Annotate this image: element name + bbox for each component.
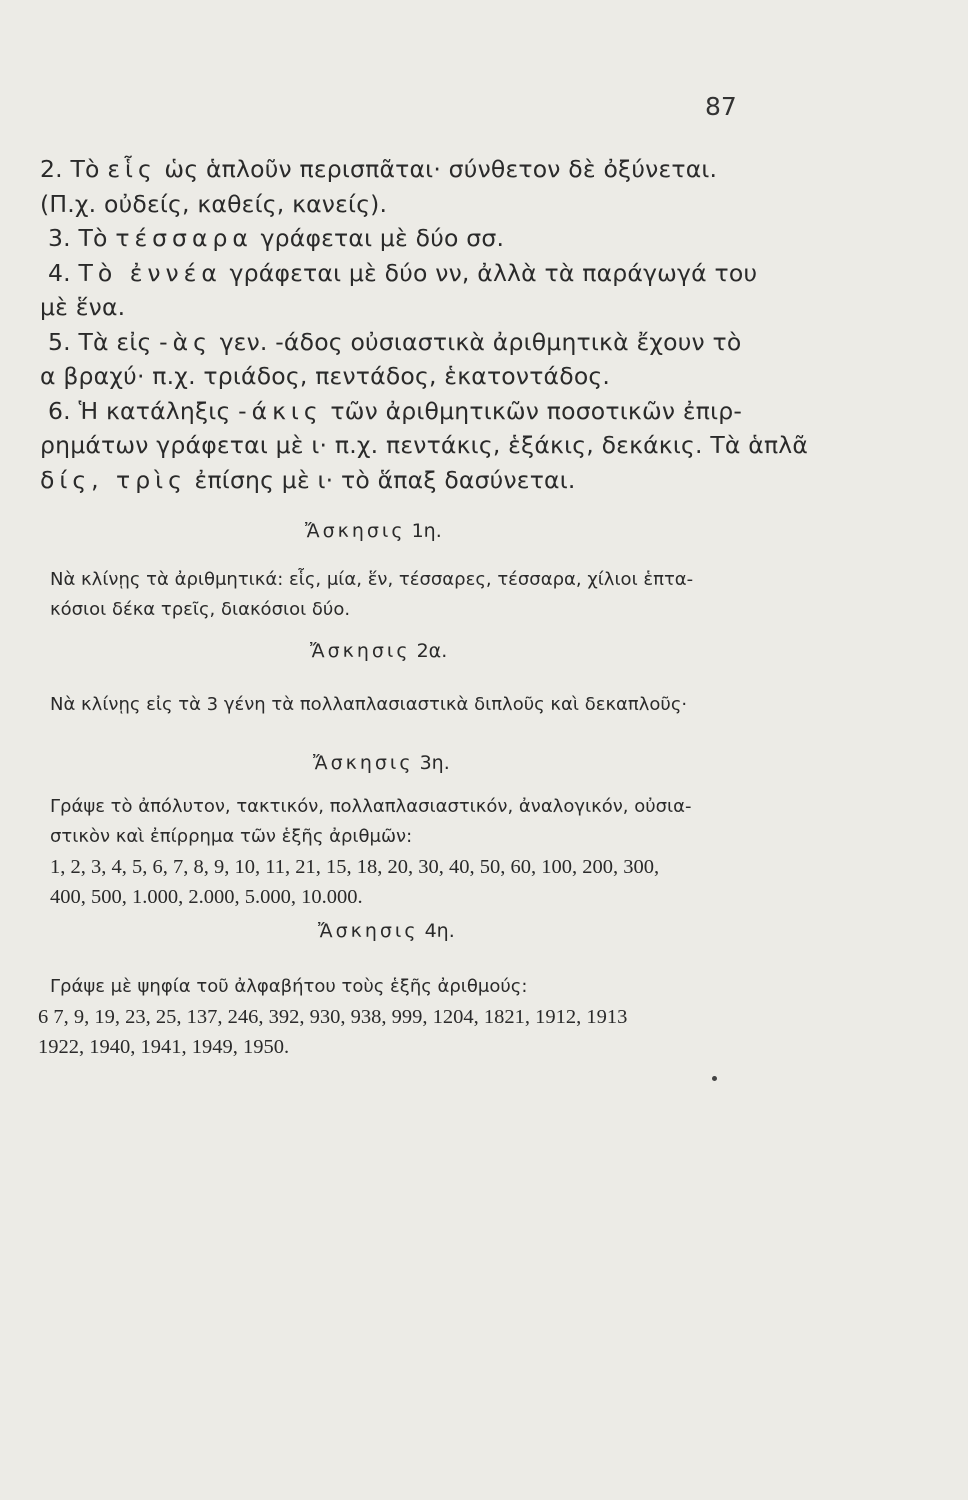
rule-line xyxy=(40,325,940,360)
rule-text: Τὸ xyxy=(78,224,116,252)
rule-number: 5. xyxy=(48,327,71,356)
rule-text: ἐπίσης μὲ ι· τὸ ἅπαξ δασύνεται. xyxy=(194,465,576,494)
rule-text: μὲ ἕνα. xyxy=(40,293,126,321)
rule-number: 3. xyxy=(48,224,71,252)
exercise-heading xyxy=(310,640,447,662)
exercise-ordinal: 3η. xyxy=(419,752,450,774)
rule-line xyxy=(40,221,940,256)
exercise-body xyxy=(50,565,930,625)
exercise-ordinal: 2α. xyxy=(416,640,448,662)
rule-text: ρημάτων γράφεται μὲ ι· π.χ. πεντάκις, ἑξάκις, δεκάκις. Τὰ ἁπλᾶ xyxy=(40,431,809,459)
exercise-body xyxy=(50,792,930,912)
rule-number: 6. xyxy=(48,396,71,425)
spaced-term: εἷς xyxy=(107,155,157,183)
exercise-body xyxy=(50,690,930,720)
spaced-term: Τὸ ἐννέα xyxy=(78,258,222,287)
exercise-heading xyxy=(318,920,455,942)
rule-line xyxy=(40,152,940,187)
rule-text: γράφεται μὲ δύο νν, ἀλλὰ τὰ παράγωγά του xyxy=(221,258,758,287)
number-list: 6 7, 9, 19, 23, 25, 137, 246, 392, 930, 938, 999, 1204, 1821, 1912, 1913 xyxy=(38,1006,628,1028)
rule-line xyxy=(40,256,940,291)
exercise-heading xyxy=(305,520,442,542)
page-number: 87 xyxy=(705,92,737,121)
rule-text: Τὰ εἰς xyxy=(78,327,160,356)
exercise-line: κόσιοι δέκα τρεῖς, διακόσιοι δύο. xyxy=(50,599,351,620)
rule-text: τῶν ἀριθμητικῶν ποσοτικῶν ἐπιρ- xyxy=(322,396,743,425)
rule-line xyxy=(40,359,940,394)
rule-line xyxy=(40,428,940,463)
exercise-line: Νὰ κλίνῃς εἰς τὰ 3 γένη τὰ πολλαπλασιαστικὰ διπλοῦς καὶ δεκαπλοῦς· xyxy=(50,694,688,715)
number-list: 400, 500, 1.000, 2.000, 5.000, 10.000. xyxy=(50,886,363,908)
rule-text: γράφεται μὲ δύο σσ. xyxy=(252,224,505,252)
exercise-heading-word: Ἄσκησις xyxy=(318,920,419,942)
rule-line xyxy=(40,187,940,222)
exercise-ordinal: 4η. xyxy=(424,920,455,942)
rule-number: 2. xyxy=(40,155,63,183)
spaced-term: τέσσαρα xyxy=(115,224,253,252)
rules-section xyxy=(40,152,940,497)
exercise-line: Γράψε μὲ ψηφία τοῦ ἀλφαβήτου τοὺς ἑξῆς ἀριθμούς: xyxy=(50,976,528,997)
exercise-heading xyxy=(313,752,450,774)
exercise-body xyxy=(38,972,930,1062)
spaced-term: -ὰς xyxy=(159,327,212,356)
spaced-term: -άκις xyxy=(238,396,323,425)
rule-text: ὡς ἁπλοῦν περισπᾶται· σύνθετον δὲ ὀξύνεται. xyxy=(156,155,718,183)
exercise-line: Νὰ κλίνῃς τὰ ἀριθμητικά: εἷς, μία, ἕν, τέσσαρες, τέσσαρα, χίλιοι ἑπτα- xyxy=(50,569,694,590)
rule-text: Ἡ κατάληξις xyxy=(78,396,239,425)
rule-line xyxy=(40,394,940,429)
number-list: 1922, 1940, 1941, 1949, 1950. xyxy=(38,1036,290,1058)
rule-text: α βραχύ· π.χ. τριάδος, πεντάδος, ἑκατοντάδος. xyxy=(40,362,611,390)
rule-line xyxy=(40,290,940,325)
rule-line xyxy=(40,463,940,498)
exercise-line: στικὸν καὶ ἐπίρρημα τῶν ἑξῆς ἀριθμῶν: xyxy=(50,826,413,847)
exercise-heading-word: Ἄσκησις xyxy=(313,752,414,774)
exercise-ordinal: 1η. xyxy=(411,520,442,542)
spaced-term: δίς, τρὶς xyxy=(40,465,187,494)
ink-speck xyxy=(712,1076,717,1081)
rule-text: Τὸ xyxy=(70,155,108,183)
rule-number: 4. xyxy=(48,258,71,287)
rule-text: (Π.χ. οὐδείς, καθείς, κανείς). xyxy=(40,189,388,218)
rule-text: γεν. -άδος οὐσιαστικὰ ἀριθμητικὰ ἔχουν τὸ xyxy=(211,327,742,356)
number-list: 1, 2, 3, 4, 5, 6, 7, 8, 9, 10, 11, 21, 15, 18, 20, 30, 40, 50, 60, 100, 200, 300, xyxy=(50,856,660,878)
exercise-line: Γράψε τὸ ἀπόλυτον, τακτικόν, πολλαπλασιαστικόν, ἀναλογικόν, οὐσια- xyxy=(50,796,692,817)
exercise-heading-word: Ἄσκησις xyxy=(305,520,406,542)
exercise-heading-word: Ἄσκησις xyxy=(310,640,411,662)
